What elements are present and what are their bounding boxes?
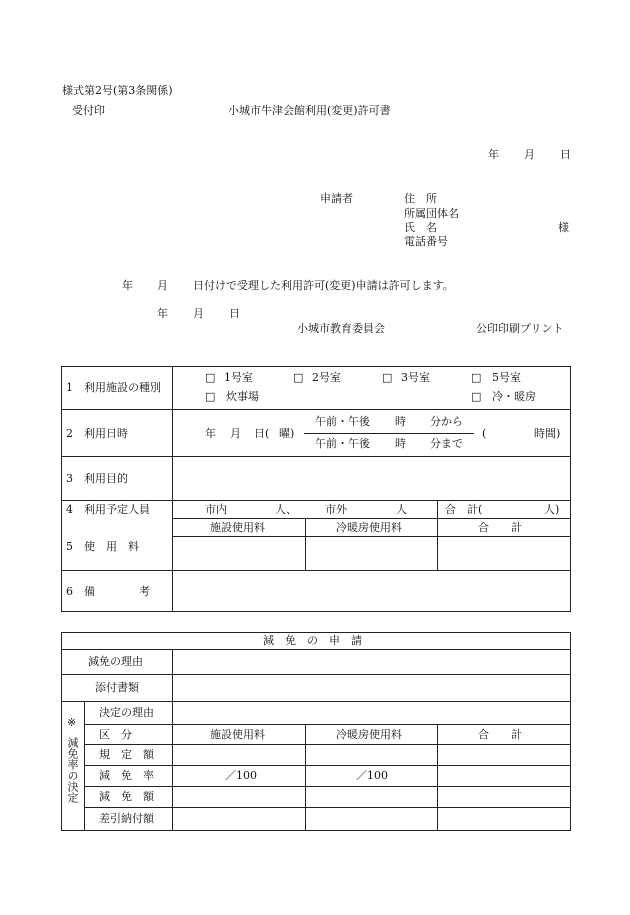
room5-label: 5号室 — [492, 371, 521, 384]
applicant-honorific: 様 — [558, 221, 569, 234]
seal-note: 公印印刷プリント — [476, 322, 564, 335]
facility-fee-header: 施設使用料 — [210, 728, 265, 741]
reduction-reason-label: 減免の理由 — [88, 655, 143, 668]
applicant-label: 申請者 — [320, 192, 353, 205]
total-header: 合 計 — [478, 728, 522, 741]
row-remarks-label: 6 備 考 — [66, 585, 150, 598]
row-attendees-label: 4 利用予定人員 — [66, 503, 150, 516]
issue-year: 年 — [157, 307, 168, 320]
reduction-rate-decision-label: 減免率の決定 — [66, 737, 79, 803]
date-day: 日 — [560, 148, 571, 161]
permission-month: 月 — [157, 279, 168, 292]
permission-sentence: 日付けで受理した利用許可(変更)申請は許可します。 — [193, 279, 454, 292]
duration-paren-open: ( — [482, 427, 487, 440]
fee-aircon-header: 冷暖房使用料 — [336, 521, 402, 534]
applicant-phone-label: 電話番号 — [404, 235, 448, 248]
kitchen-label: 炊事場 — [226, 390, 259, 403]
issue-day: 日 — [229, 307, 240, 320]
checkbox-room2[interactable]: □ — [293, 371, 304, 384]
date-month: 月 — [524, 148, 535, 161]
attendees-person: 人 — [396, 503, 407, 516]
room2-label: 2号室 — [312, 371, 341, 384]
issue-month: 月 — [193, 307, 204, 320]
applicant-name-label: 氏 名 — [404, 221, 437, 234]
permission-year: 年 — [122, 279, 133, 292]
usage-day: 日( — [254, 427, 270, 440]
attachments-label: 添付書類 — [95, 681, 139, 694]
attendees-city-in: 市内 — [205, 503, 227, 516]
issuer-name: 小城市教育委員会 — [297, 322, 385, 335]
net-payment-label: 差引納付額 — [99, 812, 154, 825]
applicant-address-label: 住 所 — [404, 192, 437, 205]
row-fee-label: 5 使 用 料 — [66, 540, 139, 553]
usage-year: 年 — [205, 427, 216, 440]
room3-label: 3号室 — [401, 371, 430, 384]
reduction-amount-label: 減 免 額 — [99, 790, 154, 803]
category-label: 区 分 — [99, 728, 132, 741]
minute-to: 分まで — [430, 437, 463, 450]
reduction-rate-label: 減 免 率 — [99, 769, 154, 782]
aircon-label: 冷・暖房 — [492, 390, 536, 403]
note-mark: ※ — [67, 716, 77, 729]
ampm-from: 午前・午後 — [315, 415, 370, 428]
attendees-total-person: 人) — [544, 503, 560, 516]
reception-stamp-label: 受付印 — [72, 104, 105, 117]
duration-hours: 時間) — [534, 427, 561, 440]
date-year: 年 — [488, 148, 499, 161]
checkbox-room1[interactable]: □ — [205, 371, 216, 384]
applicant-organization-label: 所属団体名 — [404, 207, 459, 220]
minute-from: 分から — [430, 415, 463, 428]
decision-reason-label: 決定の理由 — [99, 706, 154, 719]
reduction-rate-facility: ／100 — [225, 769, 257, 782]
document-title: 小城市牛津会館利用(変更)許可書 — [228, 104, 391, 117]
usage-weekday: 曜) — [279, 427, 295, 440]
reduction-rate-aircon: ／100 — [356, 769, 388, 782]
fee-total-header: 合 計 — [478, 521, 522, 534]
usage-month: 月 — [230, 427, 241, 440]
attendees-total-label: 合 計( — [445, 503, 483, 516]
ampm-to: 午前・午後 — [315, 437, 370, 450]
checkbox-aircon[interactable]: □ — [471, 390, 482, 403]
aircon-fee-header: 冷暖房使用料 — [336, 728, 402, 741]
attendees-person-sep: 人、 — [275, 503, 297, 516]
room1-label: 1号室 — [224, 371, 253, 384]
fee-facility-header: 施設使用料 — [210, 521, 265, 534]
row-purpose-label: 3 利用目的 — [66, 472, 128, 485]
hour-from: 時 — [395, 415, 406, 428]
row-usage-datetime-label: 2 利用日時 — [66, 427, 128, 440]
form-number: 様式第2号(第3条関係) — [62, 84, 173, 97]
standard-amount-label: 規 定 額 — [99, 748, 154, 761]
hour-to: 時 — [395, 437, 406, 450]
reduction-header: 減 免 の 申 請 — [263, 634, 362, 647]
attendees-city-out: 市外 — [325, 503, 347, 516]
checkbox-room3[interactable]: □ — [382, 371, 393, 384]
checkbox-room5[interactable]: □ — [471, 371, 482, 384]
row-facility-type-label: 1 利用施設の種別 — [66, 381, 161, 394]
checkbox-kitchen[interactable]: □ — [205, 390, 216, 403]
